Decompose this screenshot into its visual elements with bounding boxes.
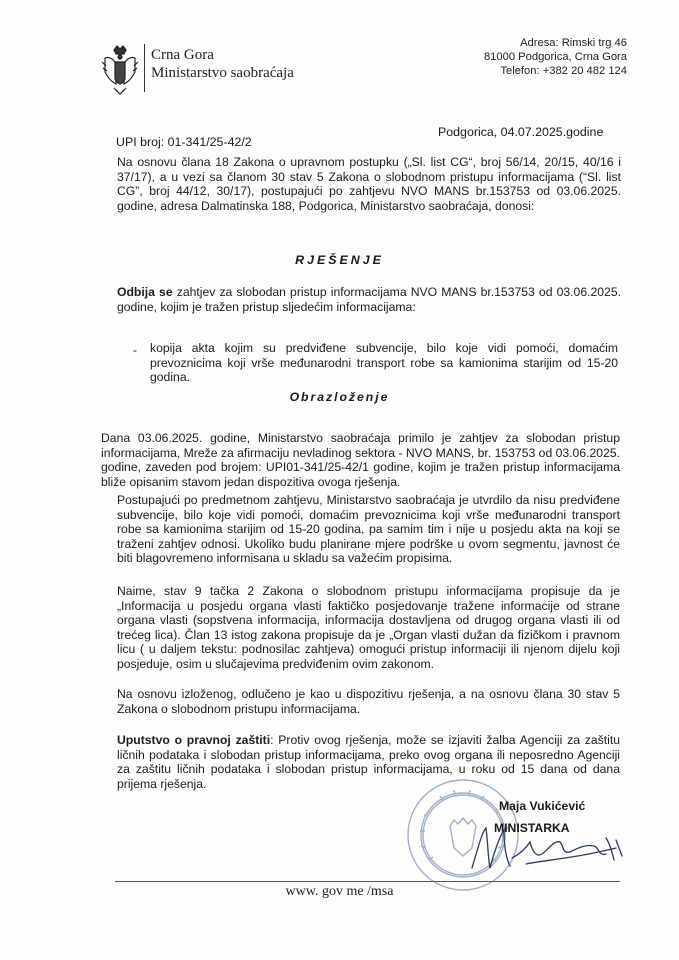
signatory-title: MINISTARKA (494, 821, 570, 835)
legal-instruction-text: : Protiv ovog rješenja, može se izjaviti žalba Agenciji za zaštitu ličnih podataka i slobodan pristup informacijama, preko ovog organa ili neposredno Agenciji za zaštitu ličnih podataka i slobodan pristup informacijama, u roku od 15 dana od dana prijema rješenja. (117, 733, 620, 791)
footer-website: www. gov me /msa (285, 884, 394, 899)
handwritten-signature-icon (466, 818, 636, 876)
footer-divider (115, 881, 620, 882)
reasoning-paragraph-4: Na osnovu izloženog, odlučeno je kao u dispozitivu rješenja, a na osnovu člana 30 stav 5 Zakona o slobodnom pristupu informacijama. (117, 687, 620, 716)
decision-title: RJEŠENJE (295, 253, 384, 267)
reasoning-paragraph-2: Postupajući po predmetnom zahtjevu, Ministarstvo saobraćaja je utvrdilo da nisu predviđene subvencije, bilo koje vidi pomoći, domaćim prevoznicima koji vrše međunarodni transport robe sa kamionima starijim od 15-20 godina, pa samim tim i nije u posjedu akta na koji se traženi zahtjev odnosi. Ukoliko budu planirane mjere podrške u ovom segmentu, javnost će biti blagovremeno informisana u skladu sa važećim propisima. (117, 493, 620, 566)
contact-block (484, 36, 627, 78)
city-line: 81000 Podgorica, Crna Gora (483, 51, 627, 63)
institution-ministry: Ministarstvo saobraćaja (151, 65, 294, 81)
decision-paragraph (117, 285, 621, 314)
legal-instruction-paragraph (117, 733, 620, 791)
reasoning-paragraph-1: Dana 03.06.2025. godine, Ministarstvo saobraćaja primilo je zahtjev za slobodan pristup informacijama, Mreže za afirmaciju nevladinog sektora - NVO MANS, br. 153753 od 03.06.2025. godine, zaveden pod brojem: UPI01-341/25-42/1 godine, kojim je tražen pristup informacijama bliže opisanim stavom jedan dispozitiva ovoga rješenja. (101, 431, 620, 489)
decision-text: zahtjev za slobodan pristup informacijama NVO MANS br.153753 od 03.06.2025. godine, kojim je tražen pristup sljedećim informacijama: (117, 285, 621, 314)
coat-of-arms-icon (100, 44, 140, 96)
address-line: Adresa: Rimski trg 46 (520, 37, 627, 49)
reference-number: UPI broj: 01-341/25-42/2 (116, 135, 252, 149)
legal-instruction-lead: Uputstvo o pravnoj zaštiti (117, 733, 271, 747)
institution-name (151, 46, 294, 82)
institution-country: Crna Gora (151, 47, 214, 63)
place-date: Podgorica, 04.07.2025.godine (438, 125, 604, 139)
intro-paragraph: Na osnovu člana 18 Zakona o upravnom postupku („Sl. list CG“, broj 56/14, 20/15, 40/16 i 37/17), a u vezi sa članom 30 stav 5 Zakona o slobodnom pristupu informacijama (“Sl. list CG”, broj 44/12, 30/17), postupajući po zahtjevu NVO MANS br.153753 od 03.06.2025. godine, adresa Dalmatinska 188, Podgorica, Ministarstvo saobraćaja, donosi: (117, 155, 621, 213)
reasoning-title: Obrazloženje (289, 390, 390, 404)
reasoning-paragraph-3: Naime, stav 9 tačka 2 Zakona o slobodnom pristupu informacijama propisuje da je „Informacija u posjedu organa vlasti faktičko posjedovanje tražene informacije od strane organa vlasti (sopstvena informacija, informacija dostavljena od drugog organa vlasti ili od trećeg lica). Član 13 istog zakona propisuje da je „Organ vlasti dužan da fizičkom i pravnom licu ( u daljem tekstu: podnosilac zahtjeva) omogući pristup informaciji ili njenom dijelu koji posjeduje, osim u slučajevima predviđenim ovim zakonom. (117, 584, 620, 671)
decision-lead: Odbija se (117, 285, 173, 299)
header-divider (144, 44, 145, 92)
phone-line: Telefon: +382 20 482 124 (500, 65, 627, 77)
bullet-marker: - (133, 343, 137, 357)
decision-bullet-item: kopija akta kojim su predviđene subvencije, bilo koje vidi pomoći, domaćim prevoznicima koji vrše međunarodni transport robe sa kamionima starijim od 15-20 godina. (150, 341, 618, 385)
signatory-name: Maja Vukićević (499, 799, 586, 813)
